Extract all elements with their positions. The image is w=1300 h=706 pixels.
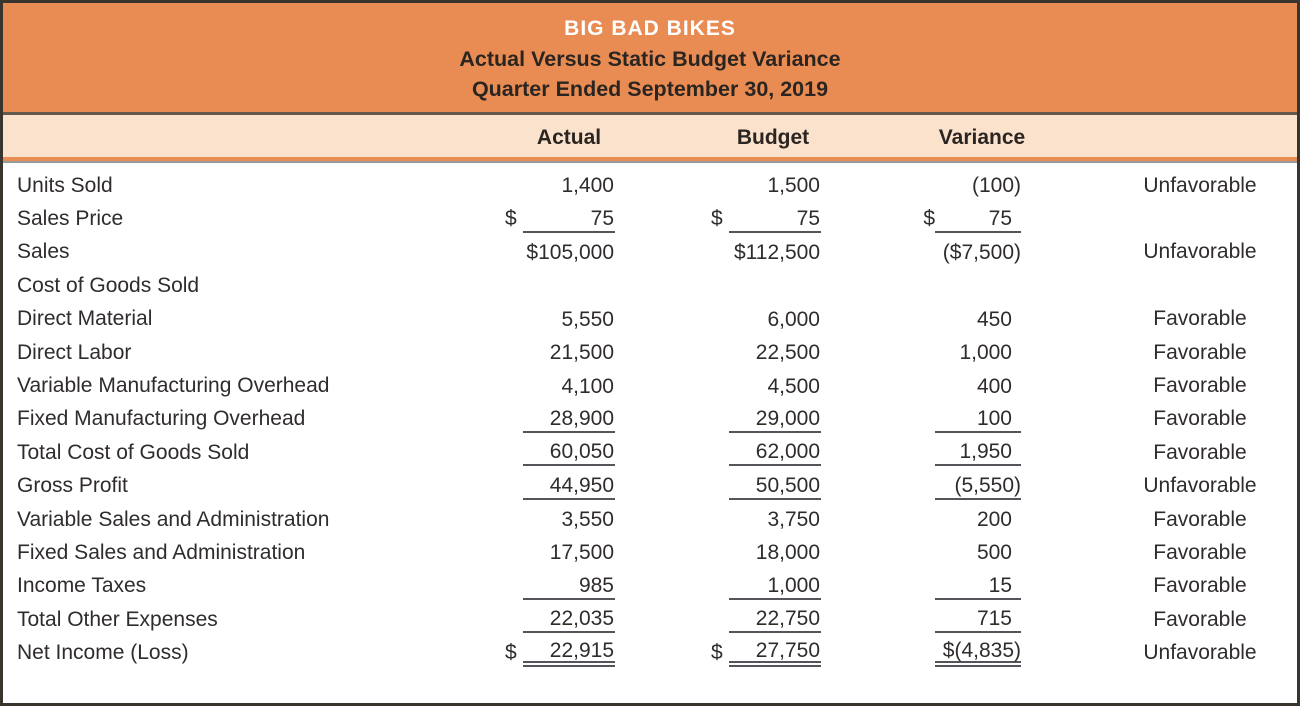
dollar-sign-actual: $ <box>505 641 517 665</box>
table-row <box>3 369 1297 402</box>
report-period: Quarter Ended September 30, 2019 <box>471 77 829 101</box>
budget-value-text: 1,000 <box>767 573 820 597</box>
row-label: Sales <box>17 240 70 264</box>
budget-value <box>729 539 821 566</box>
variance-value <box>935 473 1021 500</box>
favorability-label: Favorable <box>1153 540 1247 564</box>
variance-value <box>935 406 1021 433</box>
budget-value-text: 1,500 <box>767 174 820 198</box>
favorability-label: Favorable <box>1153 507 1247 531</box>
actual-value-text: 1,400 <box>561 174 614 198</box>
favorability-label: Favorable <box>1153 574 1247 598</box>
table-row <box>3 336 1297 369</box>
variance-value-text: (100) <box>971 174 1021 198</box>
dollar-sign-budget: $ <box>711 641 723 665</box>
table-row <box>3 236 1297 269</box>
column-header-actual: Actual <box>536 126 602 149</box>
report-body <box>3 161 1297 670</box>
actual-value-text: 60,050 <box>549 440 614 464</box>
budget-value-text: 18,000 <box>755 541 820 565</box>
actual-value-text: 3,550 <box>561 508 614 532</box>
variance-value <box>935 206 1021 233</box>
row-label: Fixed Manufacturing Overhead <box>17 407 306 431</box>
row-label: Fixed Sales and Administration <box>17 540 306 564</box>
actual-value <box>523 573 615 600</box>
table-row <box>3 470 1297 503</box>
actual-value <box>523 272 615 299</box>
budget-value-text: 62,000 <box>755 440 820 464</box>
row-label: Total Other Expenses <box>17 607 218 631</box>
favorability-label: Unfavorable <box>1143 173 1257 197</box>
table-row <box>3 202 1297 235</box>
favorability-label: Unfavorable <box>1143 474 1257 498</box>
budget-value <box>729 473 821 500</box>
row-label: Total Cost of Goods Sold <box>17 440 250 464</box>
actual-value <box>523 339 615 366</box>
actual-value-text: 22,035 <box>549 607 614 631</box>
row-label: Units Sold <box>17 173 113 197</box>
actual-value <box>523 172 615 199</box>
budget-value <box>729 606 821 633</box>
variance-value-text: 100 <box>976 406 1012 430</box>
variance-value <box>935 606 1021 633</box>
row-label: Variable Sales and Administration <box>17 507 330 531</box>
actual-value-text: 22,915 <box>549 638 614 662</box>
favorability-label: Favorable <box>1153 307 1247 331</box>
table-row <box>3 403 1297 436</box>
variance-value-text: 715 <box>976 607 1012 631</box>
actual-value-text: 17,500 <box>549 541 614 565</box>
actual-value-text: 4,100 <box>561 374 614 398</box>
budget-value <box>729 439 821 466</box>
actual-value <box>523 373 615 400</box>
budget-value <box>729 306 821 333</box>
variance-value <box>935 573 1021 600</box>
dollar-sign-budget: $ <box>711 207 723 231</box>
variance-value <box>935 306 1021 333</box>
column-header-row <box>3 115 1297 161</box>
table-row <box>3 269 1297 302</box>
table-row <box>3 536 1297 569</box>
actual-value <box>523 406 615 433</box>
actual-value-text: $105,000 <box>526 240 614 264</box>
favorability-label: Unfavorable <box>1143 240 1257 264</box>
budget-value <box>729 172 821 199</box>
variance-value-text: ($7,500) <box>942 240 1021 264</box>
variance-value <box>935 373 1021 400</box>
table-row <box>3 169 1297 202</box>
favorability-label: Favorable <box>1153 607 1247 631</box>
actual-value <box>523 606 615 633</box>
variance-value-text: 1,950 <box>959 440 1012 464</box>
report-title: Actual Versus Static Budget Variance <box>459 47 841 71</box>
row-label: Direct Labor <box>17 340 132 364</box>
actual-value-text: 985 <box>578 573 614 597</box>
actual-value <box>523 640 615 667</box>
actual-value <box>523 539 615 566</box>
variance-value-text: 200 <box>976 508 1012 532</box>
budget-value-text: 75 <box>796 206 820 230</box>
budget-value-text: 29,000 <box>755 406 820 430</box>
variance-value <box>935 640 1021 667</box>
row-label: Gross Profit <box>17 474 128 498</box>
row-label: Net Income (Loss) <box>17 641 189 665</box>
row-label: Cost of Goods Sold <box>17 273 200 297</box>
actual-value <box>523 239 615 266</box>
budget-value-text: $112,500 <box>733 240 820 264</box>
dollar-sign-variance: $ <box>923 207 935 231</box>
favorability-label: Unfavorable <box>1143 641 1257 665</box>
actual-value-text: 28,900 <box>549 406 614 430</box>
actual-value-text: 21,500 <box>549 341 614 365</box>
variance-value <box>935 506 1021 533</box>
variance-value <box>935 339 1021 366</box>
column-header-variance: Variance <box>938 126 1026 149</box>
budget-value-text: 50,500 <box>755 473 820 497</box>
budget-value-text: 4,500 <box>767 374 820 398</box>
budget-value <box>729 640 821 667</box>
report-header <box>3 3 1297 115</box>
actual-value <box>523 439 615 466</box>
variance-value-text: 450 <box>976 307 1012 331</box>
budget-value-text: 22,750 <box>755 607 820 631</box>
actual-value <box>523 306 615 333</box>
actual-value <box>523 506 615 533</box>
budget-value <box>729 339 821 366</box>
budget-value <box>729 406 821 433</box>
budget-value <box>729 573 821 600</box>
table-row <box>3 636 1297 669</box>
variance-value-text: 15 <box>988 573 1012 597</box>
table-row <box>3 570 1297 603</box>
table-row <box>3 436 1297 469</box>
company-name: BIG BAD BIKES <box>564 17 736 40</box>
variance-value-text: (5,550) <box>954 473 1021 497</box>
actual-value-text: 5,550 <box>561 307 614 331</box>
actual-value <box>523 206 615 233</box>
budget-value <box>729 206 821 233</box>
variance-value <box>935 172 1021 199</box>
row-label: Income Taxes <box>17 574 147 598</box>
variance-value-text: 500 <box>976 541 1012 565</box>
budget-value <box>729 239 821 266</box>
actual-value-text: 75 <box>590 206 614 230</box>
budget-value <box>729 506 821 533</box>
dollar-sign-actual: $ <box>505 207 517 231</box>
row-label: Variable Manufacturing Overhead <box>17 374 330 398</box>
variance-value-text: 75 <box>988 206 1012 230</box>
actual-value-text: 44,950 <box>549 473 614 497</box>
variance-value-text: 1,000 <box>959 341 1012 365</box>
variance-value <box>935 539 1021 566</box>
budget-value <box>729 272 821 299</box>
row-label: Direct Material <box>17 307 153 331</box>
variance-value-text: 400 <box>976 374 1012 398</box>
row-label: Sales Price <box>17 207 124 231</box>
budget-value <box>729 373 821 400</box>
variance-value <box>935 272 1021 299</box>
variance-value <box>935 439 1021 466</box>
table-row <box>3 603 1297 636</box>
variance-value-text: $(4,835) <box>942 638 1021 662</box>
budget-value-text: 27,750 <box>755 638 820 662</box>
actual-value <box>523 473 615 500</box>
budget-value-text: 3,750 <box>767 508 820 532</box>
column-header-budget: Budget <box>736 126 810 149</box>
budget-value-text: 6,000 <box>767 307 820 331</box>
favorability-label: Favorable <box>1153 407 1247 431</box>
favorability-label: Favorable <box>1153 340 1247 364</box>
table-row <box>3 303 1297 336</box>
table-row <box>3 503 1297 536</box>
favorability-label: Favorable <box>1153 440 1247 464</box>
variance-value <box>935 239 1021 266</box>
favorability-label: Favorable <box>1153 374 1247 398</box>
budget-value-text: 22,500 <box>755 341 820 365</box>
